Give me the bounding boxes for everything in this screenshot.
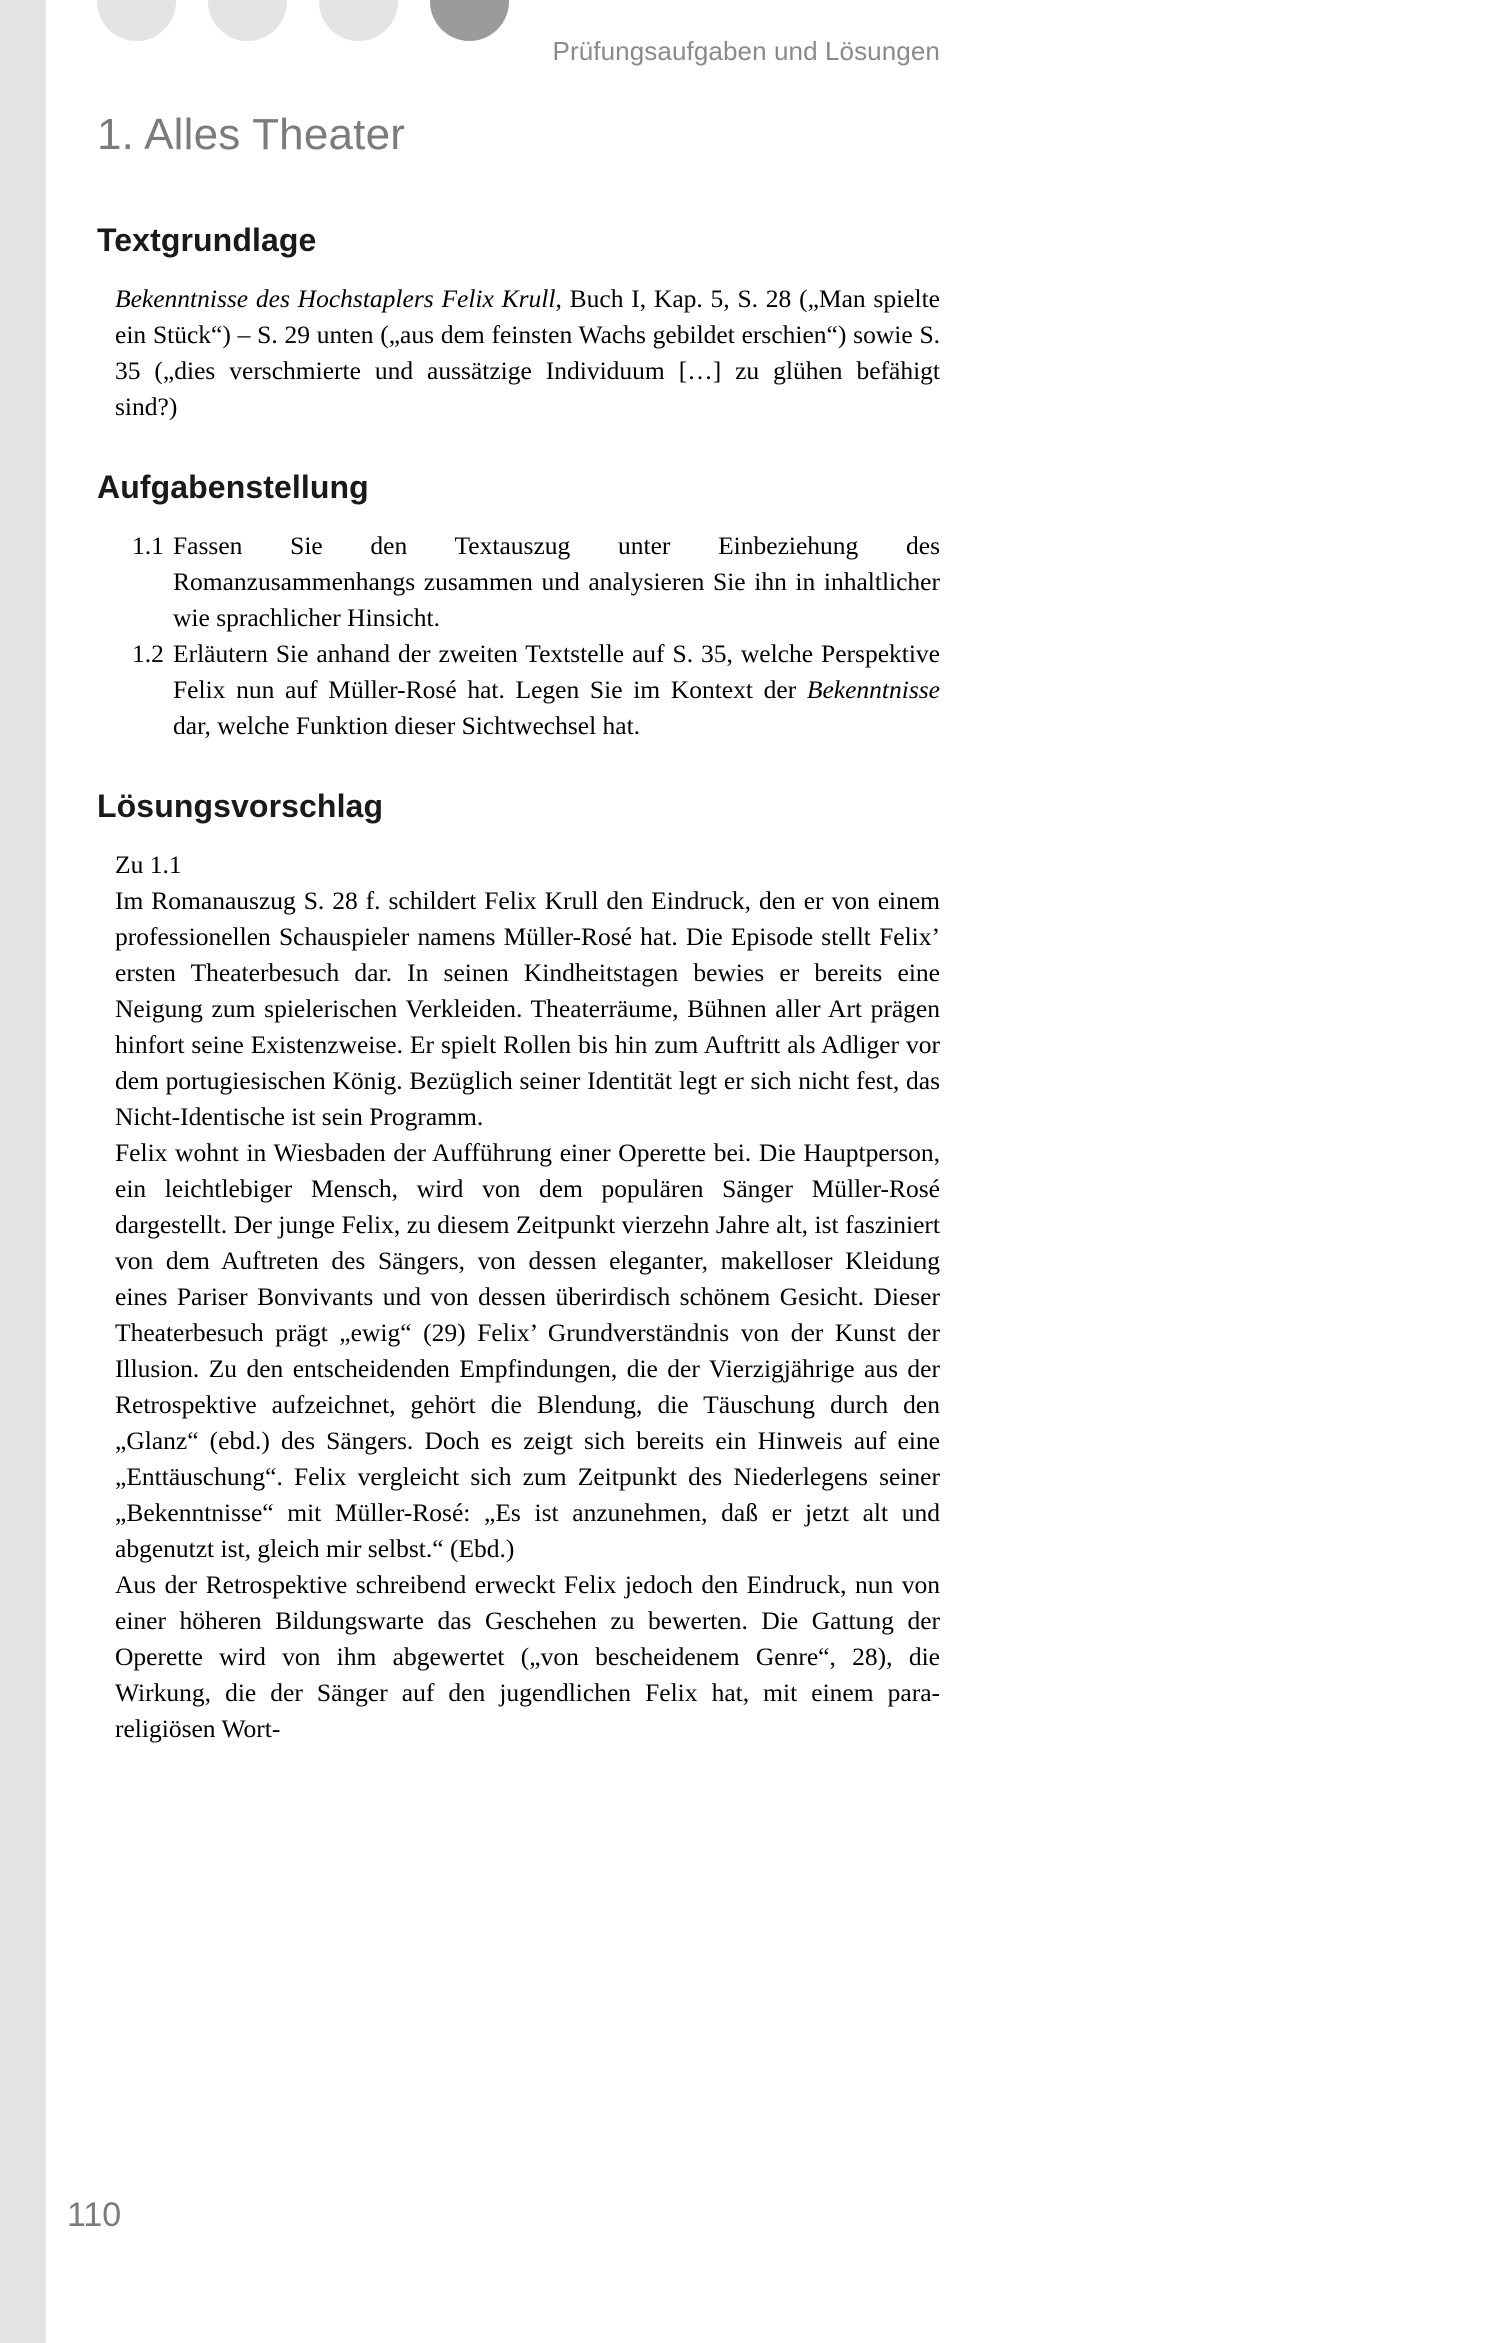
task-item-1-1 — [115, 528, 940, 636]
section-heading-aufgabenstellung: Aufgabenstellung — [97, 469, 369, 505]
solution-paragraph-1: Im Romanauszug S. 28 f. schildert Felix Krull den Eindruck, den er von einem professionellen Schauspieler namens Müller-Rosé hat. Die Episode stellt Felix’ ersten Theaterbesuch dar. In seinen Kindheitstagen bewies er bereits eine Neigung zum spielerischen Verkleiden. Theaterräume, Bühnen aller Art prägen hinfort seine Existenzweise. Er spielt Rollen bis hin zum Auftritt als Adliger vor dem portugiesischen König. Bezüglich seiner Identität legt er sich nicht fest, das Nicht-Identische ist sein Programm. — [115, 886, 940, 1131]
task-text-part-b: dar, welche Funktion dieser Sichtwechsel hat. — [173, 711, 641, 740]
source-title-italic: Bekenntnisse des Hochstaplers Felix Krull — [115, 284, 556, 313]
chapter-dot-4-active-icon — [430, 0, 509, 41]
textgrundlage-source — [97, 281, 940, 425]
section-heading-loesungsvorschlag: Lösungsvorschlag — [97, 788, 384, 824]
solution-paragraph-3: Aus der Retrospektive schreibend erweckt Felix jedoch den Eindruck, nun von einer höheren Bildungswarte das Geschehen zu bewerten. Die Gattung der Operette wird von ihm abgewertet („von bescheidenem Genre“, 28), die Wirkung, die der Sänger auf den jugendlichen Felix hat, mit einem para-religiösen Wort- — [115, 1570, 940, 1743]
chapter-title: 1. Alles Theater — [97, 110, 406, 159]
chapter-dot-3-icon — [319, 0, 398, 41]
chapter-dot-2-icon — [208, 0, 287, 41]
task-item-1-2 — [115, 636, 940, 744]
task-text-part-a: Erläutern Sie anhand der zweiten Textstelle auf S. 35, welche Perspektive Felix nun auf Müller-Rosé hat. Legen Sie im Kontext der — [173, 639, 940, 704]
task-number: 1.1 — [132, 531, 164, 560]
page-left-strip — [0, 0, 46, 2343]
solution-paragraph-2: Felix wohnt in Wiesbaden der Aufführung einer Operette bei. Die Hauptperson, ein leichtlebiger Mensch, wird von dem populären Sänger Müller-Rosé dargestellt. Der junge Felix, zu diesem Zeitpunkt vierzehn Jahre alt, ist fasziniert von dem Auftreten des Sängers, von dessen eleganter, makelloser Kleidung eines Pariser Bonvivants und von dessen überirdisch schönem Gesicht. Dieser Theaterbesuch prägt „ewig“ (29) Felix’ Grundverständnis von der Kunst der Illusion. Zu den entscheidenden Empfindungen, die der Vierzigjährige aus der Retrospektive aufzeichnet, gehört die Blendung, die Täuschung durch den „Glanz“ (ebd.) des Sängers. Doch es zeigt sich bereits ein Hinweis auf eine „Enttäuschung“. Felix vergleicht sich zum Zeitpunkt des Niederlegens seiner „Bekenntnisse“ mit Müller-Rosé: „Es ist anzunehmen, daß er jetzt alt und abgenutzt ist, gleich mir selbst.“ (Ebd.) — [115, 1138, 940, 1563]
running-head: Prüfungsaufgaben und Lösungen — [552, 36, 940, 66]
task-text-italic: Bekenntnisse — [806, 675, 940, 704]
task-text: Fassen Sie den Textauszug unter Einbeziehung des Romanzusammenhangs zusammen und analysieren Sie ihn in inhaltlicher wie sprachlicher Hinsicht. — [173, 531, 940, 632]
chapter-dot-1-icon — [97, 0, 176, 41]
solution-subheading: Zu 1.1 — [115, 850, 182, 879]
task-text — [173, 636, 940, 744]
task-list — [97, 528, 940, 744]
task-number: 1.2 — [132, 639, 164, 668]
page-number: 110 — [67, 2196, 122, 2234]
section-heading-textgrundlage: Textgrundlage — [97, 222, 317, 258]
page-content — [97, 110, 940, 1747]
source-reference: , Buch I, Kap. 5, S. 28 („Man spielte ein Stück“) – S. 29 unten („aus dem feinsten Wachs gebildet erschien“) sowie S. 35 („dies verschmierte und aussätzige Individuum […] zu glühen befähigt sind?) — [115, 284, 940, 421]
chapter-dot-indicator — [97, 0, 509, 41]
